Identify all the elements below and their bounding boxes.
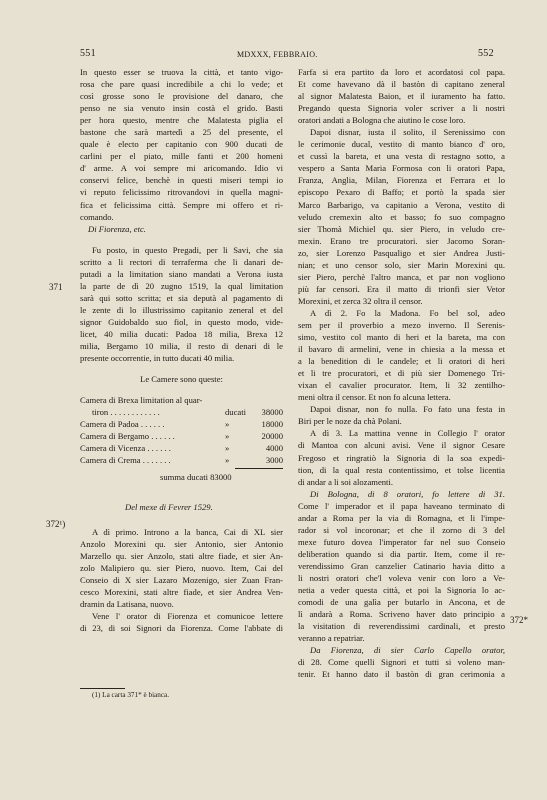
amount: 38000: [261, 407, 283, 418]
text-line: A dì primo. Introno a la banca, Cai di XL sier: [92, 526, 283, 537]
text-line: bastone che sarà martedì a 25 del presente, el: [80, 127, 283, 138]
currency: »: [225, 443, 230, 454]
text-line: verendissimo Gran canzelier Catinario havia ditto a: [298, 560, 505, 571]
text-line: Di Bologna, di 8 oratori, fo lettere di 31.: [310, 488, 505, 499]
text-line: sier Thomà Michiel qu. sier Piero, in veludo cre-: [298, 223, 505, 234]
text-line: scritto a li rectori di terraferma che li danari de-: [80, 256, 283, 267]
currency: [225, 394, 253, 406]
text-line: quale è electo per capitanio con 900 ducati de: [80, 139, 283, 150]
text-line: dramin da Latisana, nuovo.: [80, 598, 174, 609]
text-line: oratori andati a Bologna che aiutino le cose loro.: [298, 115, 466, 126]
text-line: A dì 3. La mattina venne in Collegio l' orator: [310, 428, 505, 439]
margin-number-371: 371: [49, 282, 63, 292]
text-line: meni oltra il censor. Et non fo alcuna lettera.: [298, 392, 451, 403]
text-line: il bavaro di armelini, vene in chiesia a la messa et: [298, 344, 505, 355]
camera-name: Camera di Crema . . . . . . .: [80, 455, 171, 466]
text-line: Fregoso et ringratiò la Signoria di la soa expedi-: [298, 452, 505, 463]
text-line: d' arme. A voi sempre mi aricomando. Idio vi: [80, 163, 283, 174]
footnote-rule: [80, 688, 125, 689]
text-line: le zente di lo illustrissimo capitanio zeneral et del: [80, 304, 283, 315]
right-column: [298, 66, 505, 680]
text-line: vespero a Santa Maria Formosa con li oratori Papa,: [298, 163, 505, 174]
text-line: zolo Malipiero qu. sier Piero, nuovo. Item, Cai del: [80, 562, 283, 573]
amount: 4000: [265, 443, 283, 454]
text-line: mexe futuro dovea l'imperator far nel suo Conseio: [298, 536, 505, 547]
sum-rule: [235, 468, 283, 469]
text-line: Anzolo Morexini qu. sier Antonio, sier Antonio: [80, 538, 283, 549]
text-line: deliberation quando si dia partir. Item, come il re-: [298, 548, 505, 559]
text-line: al signor Malatesta Baion, et il iuramento ha fatto.: [298, 91, 505, 102]
text-line: A dì 2. Fo la Madona. Fo bel sol, adeo: [310, 307, 505, 318]
footnote: (1) La carta 371* è bianca.: [92, 691, 170, 699]
amount: 18000: [261, 419, 283, 430]
text-line: Come l' imperador et il papa haveano terminato di: [298, 500, 505, 511]
camere-table: [80, 394, 283, 466]
running-header: MDXXX, FEBBRAIO.: [237, 50, 318, 59]
text-line: a la benedition di le candele; et li oratori di heri: [298, 356, 505, 367]
table-row: [80, 406, 283, 418]
left-column: [80, 66, 283, 634]
text-line: Et come havevano dà il bastòn di capitano zeneral: [298, 79, 505, 90]
text-line: carlini per el piato, mille fanti et 200 homeni: [80, 151, 283, 162]
text-line: Marzello qu. sier Anzolo, stati altre fiade, et sier An-: [80, 550, 283, 561]
text-line: li nostri oratori che'l voleva venir con loro a Ve-: [298, 572, 505, 583]
amount: [253, 394, 283, 406]
table-row: [80, 418, 283, 430]
text-line: signor Guidobaldo suo fiol, in questo modo, vide-: [80, 316, 283, 327]
camera-name: Camera di Brexa limitation al quar-: [80, 395, 203, 406]
margin-number-372: 372¹): [46, 519, 66, 529]
text-line: veludo cremexin alto et basso; fo suo compagno: [298, 211, 505, 222]
text-line: Pregando questa Signoria voler scriver a li nostri: [298, 103, 505, 114]
text-line: In questo esser se truova la città, et tanto vigo-: [80, 67, 283, 77]
text-line: Farfa si era partito da loro et acordatosi col papa.: [298, 67, 505, 77]
text-line: tion, di la qual resta contentissimo, et tolse licentia: [298, 464, 505, 475]
text-line: la visitation di reverendissimi cardinali, et presto: [298, 621, 505, 632]
camera-name: Camera di Vicenza . . . . . .: [80, 443, 171, 454]
text-line: nian; et uno censor solo, sier Marin Morexini qu.: [298, 259, 505, 270]
text-line: zo, sier Lorenzo Pasqualigo et sier Andrea Justi-: [298, 247, 505, 258]
text-line: presente occorrentie, in tutto ducati 40 milia.: [80, 353, 235, 364]
text-line: sier Piero, perchè l'altro manca, et par non vogliono: [298, 271, 505, 282]
text-line: Marco Barbarigo, va capitanio a Verona, vestito di: [298, 199, 505, 210]
amount: 20000: [261, 431, 283, 442]
text-line: Da Fiorenza, di sier Carlo Capello orator,: [310, 645, 505, 656]
text-line: più far censori. Era il matto di trionfi sier Vetor: [298, 283, 505, 294]
camera-name: Camera di Bergamo . . . . . .: [80, 431, 175, 442]
text-line: Franza, Anglia, Milan, Fiorenza et Ferrara et lo: [298, 175, 505, 186]
text-line: fica et felicissima città. Sempre mi offero et ri-: [80, 199, 283, 210]
text-line: netia a veder questa città, et poi la Signoria lo ac-: [298, 585, 505, 596]
text-line: vixan el cavalier procurator. Item, li 32 zentilho-: [298, 380, 505, 391]
text-line: conservi felice, benchè in questi miseri tempi io: [80, 175, 283, 186]
paragraph-pregadi: [80, 244, 283, 364]
text-line: di andar a li soi alozamenti.: [298, 476, 393, 487]
text-line: le cerimonie ducal, vestito di manto bianco d' oro,: [298, 139, 505, 150]
table-row: [80, 430, 283, 442]
text-line: Biri per le noze da chà Polani.: [298, 416, 402, 427]
paragraph-letter-ending: [80, 66, 283, 223]
text-line: andar a Roma per la via di Romagna, et li l'impe-: [298, 512, 505, 523]
table-row: [80, 394, 283, 406]
text-line: comodi de una galìa per butarlo in Ancona, et de: [298, 597, 505, 608]
text-line: vi reputo felicissimo ritrovandovi in quella magni-: [80, 187, 283, 198]
currency: »: [225, 419, 230, 430]
paragraph-orator-fiorenza: [80, 610, 283, 634]
text-line: milia, Bergamo 10 milia, il resto di denari di le: [80, 341, 283, 352]
sum-line: summa ducati 83000: [160, 472, 232, 483]
text-line: simo, vestito col manto di heri et la bareta, ma con: [298, 332, 505, 343]
camera-name: tiron . . . . . . . . . . . .: [92, 407, 160, 418]
text-line: rador si vol incoronar; et che il zorno di 3 del: [298, 524, 505, 535]
text-line: comando.: [80, 211, 114, 222]
text-line: tenir. Et hanno dato il bastòn di gran cerimonia a: [298, 669, 505, 680]
camera-name: Camera di Padoa . . . . . .: [80, 419, 165, 430]
text-line: penso ne sia venuto insin costà el grido. Basti: [80, 103, 283, 114]
text-line: cesco Morexini, stati altre fiade, et sier Andrea Ven-: [80, 586, 283, 597]
right-page-number: 552: [478, 48, 494, 59]
text-line: episcopo Pexaro di Baffo; et portò la spada sier: [298, 187, 505, 198]
text-line: Dapoi disnar, iusta il solito, il Serenissimo con: [310, 127, 505, 138]
text-line: Conseio di X sier Lazaro Mozenigo, sier Zuan Fran-: [80, 574, 283, 585]
currency: »: [225, 431, 230, 442]
text-line: così grosse sono le provisione del danaro, che: [80, 91, 283, 102]
text-line: sarà qui sotto scritta; et sia deputà al pagamento di: [80, 292, 283, 303]
margin-number-372b: 372*: [510, 615, 528, 625]
amount: 3000: [265, 455, 283, 466]
table-row: [80, 454, 283, 466]
section-heading: Del mexe di Fevrer 1529.: [125, 501, 213, 512]
text-line: mexin. Erano tre procuratori. sier Jacomo Soran-: [298, 235, 505, 246]
text-line: Dapoi disnar, non fo nulla. Fo fato una festa in: [310, 404, 505, 415]
text-line: di Mantoa con alcuni avisi. Vene il signor Cesare: [298, 440, 505, 451]
text-line: veranno a repatriar.: [298, 633, 365, 644]
table-row: [80, 442, 283, 454]
camere-title: Le Camere sono queste:: [140, 374, 223, 385]
signature-text: Di Fiorenza, etc.: [88, 223, 146, 234]
text-line: rosa che pare quasi incredibile a chi lo vede; et: [80, 79, 283, 90]
text-line: et cussì la bareta, et una vesta di restagno sotto, a: [298, 151, 505, 162]
text-line: la parte de dì 20 zugno 1519, la qual limitation: [80, 280, 283, 291]
text-line: lì andarà a Roma. Scriveno haver dato principio a: [298, 609, 505, 620]
text-line: sem per il proverbio a mezo inverno. Il Serenis-: [298, 319, 505, 330]
text-line: Fu posto, in questo Pregadi, per li Savi, che sia: [92, 244, 283, 255]
text-line: per hora questo, mentre che Malatesta piglia el: [80, 115, 283, 126]
text-line: putadi a la limitation siano mandati a Verona iusta: [80, 268, 283, 279]
text-line: et li tre procuratori, et di più sier Domenego Tri-: [298, 368, 505, 379]
currency: ducati: [225, 407, 246, 418]
currency: »: [225, 455, 230, 466]
text-line: di 23, di soi Signori da Fiorenza. Come l'abbate di: [80, 622, 283, 633]
signature-line: [80, 223, 283, 235]
paragraph-a-di-primo: [80, 526, 283, 610]
text-line: Vene l' orator di Fiorenza et comunicoe lettere: [92, 610, 283, 621]
text-line: licet, 40 milia ducati: Padoa 18 milia, Brexa 12: [80, 328, 283, 339]
text-line: di 28. Come quelli Signori et tutti si voleno man-: [298, 657, 505, 668]
left-page-number: 551: [80, 48, 96, 59]
right-column-text: [298, 66, 505, 680]
text-line: Morexini, et zerca 32 oltra il censor.: [298, 295, 423, 306]
